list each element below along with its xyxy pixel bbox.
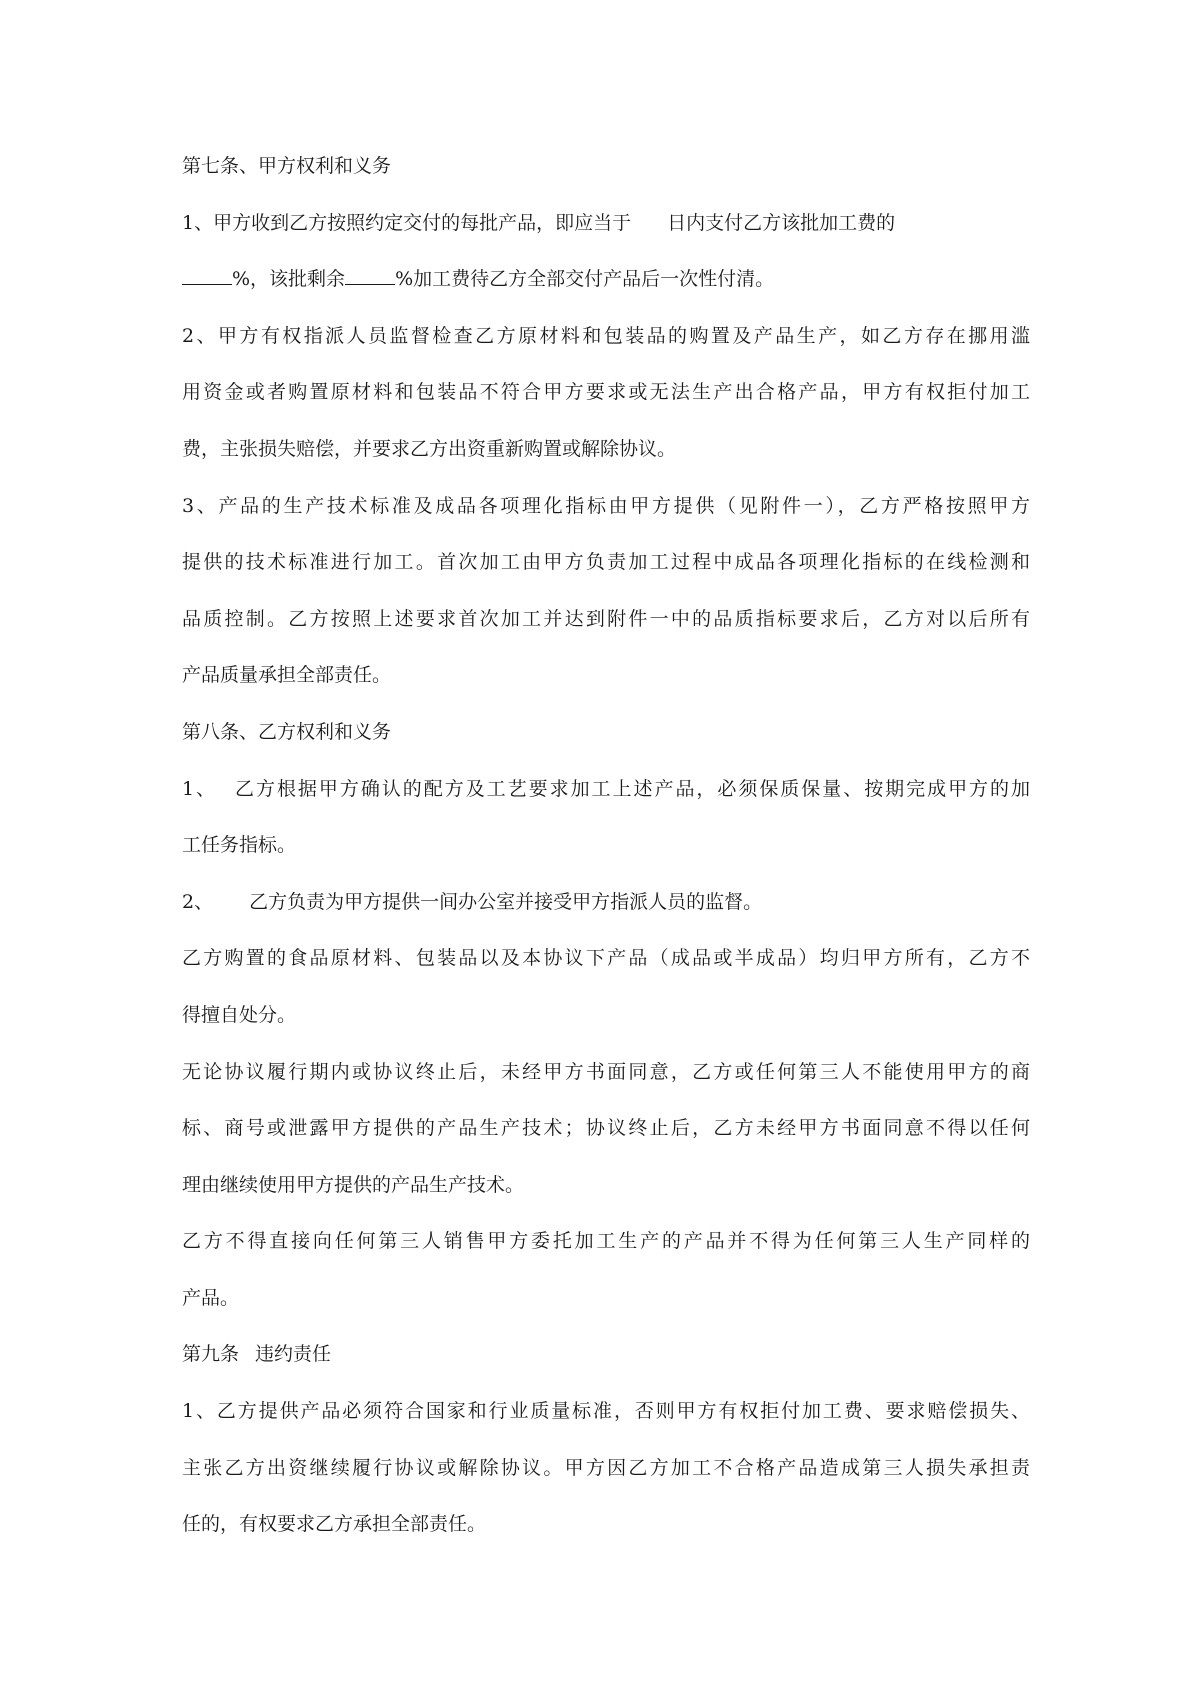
article-8-heading	[182, 716, 1030, 773]
paragraph-line: 品质控制。乙方按照上述要求首次加工并达到附件一中的品质指标要求后，乙方对以后所有	[182, 607, 1030, 630]
article-7-heading	[182, 150, 1030, 207]
article-9-heading	[182, 1338, 1030, 1395]
fill-in-blank	[345, 264, 395, 285]
paragraph-line: 工任务指标。	[182, 834, 297, 857]
paragraph-line: 标、商号或泄露甲方提供的产品生产技术；协议终止后，乙方未经甲方书面同意不得以任何	[182, 1117, 1030, 1140]
document-body	[182, 150, 1030, 1565]
article-heading-title: 违约责任	[255, 1343, 332, 1366]
paragraph-line: 费，主张损失赔偿，并要求乙方出资重新购置或解除协议。	[182, 437, 677, 460]
paragraph-line: 产品质量承担全部责任。	[182, 664, 392, 687]
paragraph-line: 产品。	[182, 1286, 240, 1309]
paragraph-line: %，该批剩余 %加工费待乙方全部交付产品后一次性付清。	[182, 263, 1030, 320]
article-heading-text: 第八条、乙方权利和义务	[182, 720, 392, 743]
paragraph-line: 提供的技术标准进行加工。首次加工由甲方负责加工过程中成品各项理化指标的在线检测和	[182, 551, 1030, 574]
paragraph-line: 1、甲方收到乙方按照约定交付的每批产品，即应当于 日内支付乙方该批加工费的	[182, 211, 896, 234]
paragraph-line: 3、产品的生产技术标准及成品各项理化指标由甲方提供（见附件一），乙方严格按照甲方	[182, 494, 1030, 517]
paragraph-line: 乙方购置的食品原材料、包装品以及本协议下产品（成品或半成品）均归甲方所有，乙方不	[182, 947, 1030, 970]
paragraph-line: 得擅自处分。	[182, 1003, 297, 1026]
paragraph-line: 主张乙方出资继续履行协议或解除协议。甲方因乙方加工不合格产品造成第三人损失承担责	[182, 1456, 1030, 1479]
paragraph-line: 1、乙方提供产品必须符合国家和行业质量标准，否则甲方有权拒付加工费、要求赔偿损失、	[182, 1400, 1030, 1423]
paragraph-line: 1、 乙方根据甲方确认的配方及工艺要求加工上述产品，必须保质保量、按期完成甲方的加	[182, 777, 1030, 800]
paragraph-line: 理由继续使用甲方提供的产品生产技术。	[182, 1173, 525, 1196]
paragraph-line: 无论协议履行期内或协议终止后，未经甲方书面同意，乙方或任何第三人不能使用甲方的商	[182, 1060, 1030, 1083]
paragraph-line: 乙方不得直接向任何第三人销售甲方委托加工生产的产品并不得为任何第三人生产同样的	[182, 1230, 1030, 1253]
fill-in-blank	[182, 264, 232, 285]
paragraph-line: 2、甲方有权指派人员监督检查乙方原材料和包装品的购置及产品生产，如乙方存在挪用滥	[182, 324, 1030, 347]
paragraph-line: 2、 乙方负责为甲方提供一间办公室并接受甲方指派人员的监督。	[182, 890, 763, 913]
paragraph-line: 用资金或者购置原材料和包装品不符合甲方要求或无法生产出合格产品，甲方有权拒付加工	[182, 381, 1030, 404]
article-heading-text: 第九条	[182, 1343, 240, 1366]
paragraph-line: 任的，有权要求乙方承担全部责任。	[182, 1513, 487, 1536]
article-heading-text: 第七条、甲方权利和义务	[182, 155, 392, 177]
